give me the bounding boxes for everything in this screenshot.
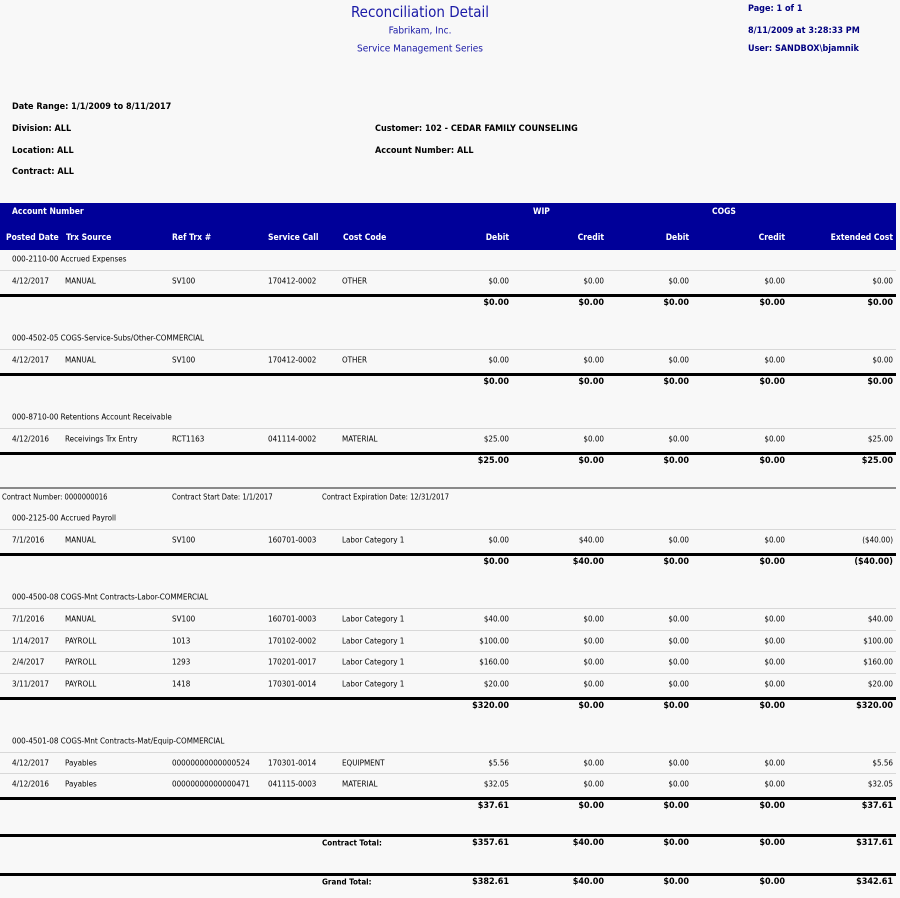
- total-cell: $25.00: [477, 456, 509, 466]
- total-cell: $0.00: [663, 801, 689, 812]
- col-wip-debit: Debit: [485, 233, 509, 243]
- location-filter: Location: ALL: [12, 146, 74, 156]
- cell: SV100: [172, 355, 196, 365]
- cell: 2/4/2017: [12, 657, 45, 667]
- cell: OTHER: [342, 355, 368, 365]
- series-name: Service Management Series: [357, 43, 483, 55]
- amount-cell: $0.00: [668, 779, 689, 789]
- cell: 4/12/2016: [12, 779, 49, 789]
- col-cogs: COGS: [712, 207, 736, 217]
- amount-cell: $0.00: [764, 679, 785, 689]
- col-wip-credit: Credit: [577, 233, 604, 243]
- report-datetime: 8/11/2009 at 3:28:33 PM: [748, 26, 860, 36]
- cell: 1418: [172, 679, 191, 689]
- amount-cell: $40.00: [483, 614, 509, 624]
- total-cell: $342.61: [856, 877, 893, 888]
- account-label: 000-2110-00 Accrued Expenses: [12, 254, 127, 264]
- cell: MANUAL: [65, 535, 96, 545]
- amount-cell: $0.00: [872, 355, 893, 365]
- amount-cell: $0.00: [764, 355, 785, 365]
- amount-cell: $0.00: [583, 355, 604, 365]
- total-cell: $0.00: [663, 700, 689, 711]
- col-ref-trx: Ref Trx #: [172, 233, 212, 243]
- amount-cell: $0.00: [583, 636, 604, 646]
- amount-cell: $25.00: [867, 434, 893, 444]
- cell: OTHER: [342, 276, 368, 286]
- cell: Receivings Trx Entry: [65, 434, 138, 444]
- total-cell: $0.00: [759, 456, 785, 466]
- amount-cell: $32.05: [483, 779, 509, 789]
- row-divider: [0, 349, 896, 350]
- contract-total-label: Contract Total:: [322, 838, 382, 848]
- cell: 1/14/2017: [12, 636, 49, 646]
- contract-start-date: Contract Start Date: 1/1/2017: [172, 492, 273, 502]
- cell: 00000000000000471: [172, 779, 250, 789]
- total-cell: $0.00: [759, 700, 785, 711]
- amount-cell: $0.00: [488, 535, 509, 545]
- row-divider: [0, 608, 896, 609]
- amount-cell: $20.00: [867, 679, 893, 689]
- total-cell: $37.61: [861, 801, 893, 812]
- total-cell: $0.00: [759, 298, 785, 308]
- total-cell: $0.00: [663, 877, 689, 888]
- cell: Labor Category 1: [342, 636, 405, 646]
- cell: 041115-0003: [268, 779, 317, 789]
- total-cell: $0.00: [663, 377, 689, 387]
- amount-cell: $0.00: [583, 434, 604, 444]
- amount-cell: $0.00: [583, 614, 604, 624]
- cell: 170412-0002: [268, 355, 317, 365]
- cell: 160701-0003: [268, 535, 317, 545]
- amount-cell: $0.00: [583, 657, 604, 667]
- amount-cell: $40.00: [867, 614, 893, 624]
- amount-cell: $40.00: [578, 535, 604, 545]
- account-label: 000-4501-08 COGS-Mnt Contracts-Mat/Equip-COMMERCIAL: [12, 736, 225, 746]
- cell: 4/12/2017: [12, 355, 49, 365]
- cell: MANUAL: [65, 355, 96, 365]
- cell: Labor Category 1: [342, 679, 405, 689]
- cell: SV100: [172, 614, 196, 624]
- amount-cell: $5.56: [488, 758, 509, 768]
- amount-cell: $20.00: [483, 679, 509, 689]
- cell: 1013: [172, 636, 191, 646]
- amount-cell: $100.00: [479, 636, 509, 646]
- contract-filter: Contract: ALL: [12, 167, 74, 177]
- company-name: Fabrikam, Inc.: [388, 25, 452, 37]
- contract-expiration-date: Contract Expiration Date: 12/31/2017: [322, 492, 449, 502]
- cell: 7/1/2016: [12, 614, 45, 624]
- cell: EQUIPMENT: [342, 758, 385, 768]
- row-divider: [0, 630, 896, 631]
- col-trx-source: Trx Source: [66, 233, 112, 243]
- amount-cell: ($40.00): [862, 535, 893, 545]
- cell: 170102-0002: [268, 636, 317, 646]
- cell: 4/12/2017: [12, 276, 49, 286]
- total-cell: $0.00: [578, 456, 604, 466]
- total-cell: $0.00: [867, 377, 893, 387]
- row-divider: [0, 673, 896, 674]
- col-extended-cost: Extended Cost: [830, 233, 893, 243]
- cell: 170412-0002: [268, 276, 317, 286]
- total-cell: $382.61: [472, 877, 509, 888]
- col-cogs-credit: Credit: [758, 233, 785, 243]
- col-cogs-debit: Debit: [665, 233, 689, 243]
- amount-cell: $0.00: [488, 355, 509, 365]
- account-number-filter: Account Number: ALL: [375, 146, 474, 156]
- col-posted-date: Posted Date: [6, 233, 59, 243]
- amount-cell: $0.00: [488, 276, 509, 286]
- col-account-number: Account Number: [12, 207, 84, 217]
- total-cell: $0.00: [759, 838, 785, 849]
- date-range: Date Range: 1/1/2009 to 8/11/2017: [12, 102, 172, 112]
- row-divider: [0, 270, 896, 271]
- total-cell: $0.00: [759, 801, 785, 812]
- subtotal-rule: [0, 797, 896, 800]
- total-cell: $0.00: [578, 377, 604, 387]
- cell: 7/1/2016: [12, 535, 45, 545]
- col-service-call: Service Call: [268, 233, 319, 243]
- cell: 170301-0014: [268, 679, 317, 689]
- total-cell: $0.00: [578, 700, 604, 711]
- cell: MANUAL: [65, 276, 96, 286]
- total-cell: $40.00: [572, 877, 604, 888]
- total-cell: $0.00: [663, 557, 689, 567]
- total-cell: $0.00: [867, 298, 893, 308]
- amount-cell: $0.00: [668, 679, 689, 689]
- total-cell: $37.61: [477, 801, 509, 812]
- total-cell: $320.00: [472, 700, 509, 711]
- row-divider: [0, 428, 896, 429]
- cell: PAYROLL: [65, 679, 97, 689]
- cell: MANUAL: [65, 614, 96, 624]
- amount-cell: $25.00: [483, 434, 509, 444]
- amount-cell: $160.00: [863, 657, 893, 667]
- amount-cell: $0.00: [764, 434, 785, 444]
- amount-cell: $0.00: [668, 355, 689, 365]
- amount-cell: $5.56: [872, 758, 893, 768]
- cell: 3/11/2017: [12, 679, 49, 689]
- cell: MATERIAL: [342, 434, 378, 444]
- cell: Payables: [65, 758, 97, 768]
- cell: 4/12/2017: [12, 758, 49, 768]
- amount-cell: $0.00: [668, 276, 689, 286]
- page-number: Page: 1 of 1: [748, 4, 803, 14]
- cell: SV100: [172, 276, 196, 286]
- contract-number: Contract Number: 0000000016: [2, 492, 108, 502]
- contract-divider: [0, 487, 896, 489]
- total-cell: $0.00: [483, 557, 509, 567]
- total-cell: $357.61: [472, 838, 509, 849]
- amount-cell: $0.00: [764, 636, 785, 646]
- subtotal-rule: [0, 553, 896, 556]
- amount-cell: $0.00: [668, 636, 689, 646]
- cell: Labor Category 1: [342, 535, 405, 545]
- total-cell: $40.00: [572, 557, 604, 567]
- amount-cell: $0.00: [764, 614, 785, 624]
- total-cell: $0.00: [663, 838, 689, 849]
- row-divider: [0, 773, 896, 774]
- amount-cell: $0.00: [764, 276, 785, 286]
- amount-cell: $0.00: [583, 758, 604, 768]
- total-cell: $25.00: [861, 456, 893, 466]
- amount-cell: $0.00: [764, 657, 785, 667]
- total-cell: $40.00: [572, 838, 604, 849]
- cell: MATERIAL: [342, 779, 378, 789]
- cell: PAYROLL: [65, 657, 97, 667]
- total-cell: $0.00: [759, 877, 785, 888]
- amount-cell: $0.00: [668, 535, 689, 545]
- amount-cell: $0.00: [583, 779, 604, 789]
- cell: Labor Category 1: [342, 657, 405, 667]
- total-cell: $317.61: [856, 838, 893, 849]
- row-divider: [0, 651, 896, 652]
- total-cell: ($40.00): [854, 557, 893, 567]
- amount-cell: $0.00: [668, 434, 689, 444]
- cell: 4/12/2016: [12, 434, 49, 444]
- amount-cell: $0.00: [764, 535, 785, 545]
- amount-cell: $0.00: [668, 758, 689, 768]
- total-cell: $0.00: [663, 298, 689, 308]
- report-user: User: SANDBOX\bjamnik: [748, 44, 859, 54]
- division-filter: Division: ALL: [12, 124, 72, 134]
- customer-filter: Customer: 102 - CEDAR FAMILY COUNSELING: [375, 124, 578, 134]
- amount-cell: $0.00: [668, 657, 689, 667]
- subtotal-rule: [0, 294, 896, 297]
- report-title: Reconciliation Detail: [350, 3, 490, 21]
- amount-cell: $0.00: [668, 614, 689, 624]
- account-label: 000-4502-05 COGS-Service-Subs/Other-COMMERCIAL: [12, 333, 205, 343]
- total-cell: $0.00: [759, 557, 785, 567]
- cell: 1293: [172, 657, 191, 667]
- row-divider: [0, 752, 896, 753]
- col-cost-code: Cost Code: [343, 233, 387, 243]
- amount-cell: $0.00: [872, 276, 893, 286]
- cell: 041114-0002: [268, 434, 317, 444]
- cell: RCT1163: [172, 434, 205, 444]
- total-cell: $0.00: [578, 801, 604, 812]
- cell: 170301-0014: [268, 758, 317, 768]
- cell: PAYROLL: [65, 636, 97, 646]
- account-label: 000-8710-00 Retentions Account Receivable: [12, 412, 172, 422]
- amount-cell: $0.00: [764, 779, 785, 789]
- cell: Labor Category 1: [342, 614, 405, 624]
- cell: 00000000000000524: [172, 758, 250, 768]
- subtotal-rule: [0, 697, 896, 700]
- account-label: 000-2125-00 Accrued Payroll: [12, 513, 117, 523]
- col-wip: WIP: [533, 207, 550, 217]
- subtotal-rule: [0, 452, 896, 455]
- total-cell: $0.00: [483, 377, 509, 387]
- amount-cell: $0.00: [764, 758, 785, 768]
- total-cell: $0.00: [759, 377, 785, 387]
- row-divider: [0, 529, 896, 530]
- cell: 160701-0003: [268, 614, 317, 624]
- cell: SV100: [172, 535, 196, 545]
- total-cell: $0.00: [578, 298, 604, 308]
- cell: Payables: [65, 779, 97, 789]
- amount-cell: $0.00: [583, 276, 604, 286]
- amount-cell: $100.00: [863, 636, 893, 646]
- amount-cell: $160.00: [479, 657, 509, 667]
- total-cell: $320.00: [856, 700, 893, 711]
- total-cell: $0.00: [483, 298, 509, 308]
- cell: 170201-0017: [268, 657, 317, 667]
- grand-total-label: Grand Total:: [322, 877, 372, 887]
- amount-cell: $0.00: [583, 679, 604, 689]
- subtotal-rule: [0, 373, 896, 376]
- total-cell: $0.00: [663, 456, 689, 466]
- account-label: 000-4500-08 COGS-Mnt Contracts-Labor-COMMERCIAL: [12, 592, 209, 602]
- amount-cell: $32.05: [867, 779, 893, 789]
- grand-total-rule: [0, 873, 896, 876]
- contract-total-rule: [0, 834, 896, 837]
